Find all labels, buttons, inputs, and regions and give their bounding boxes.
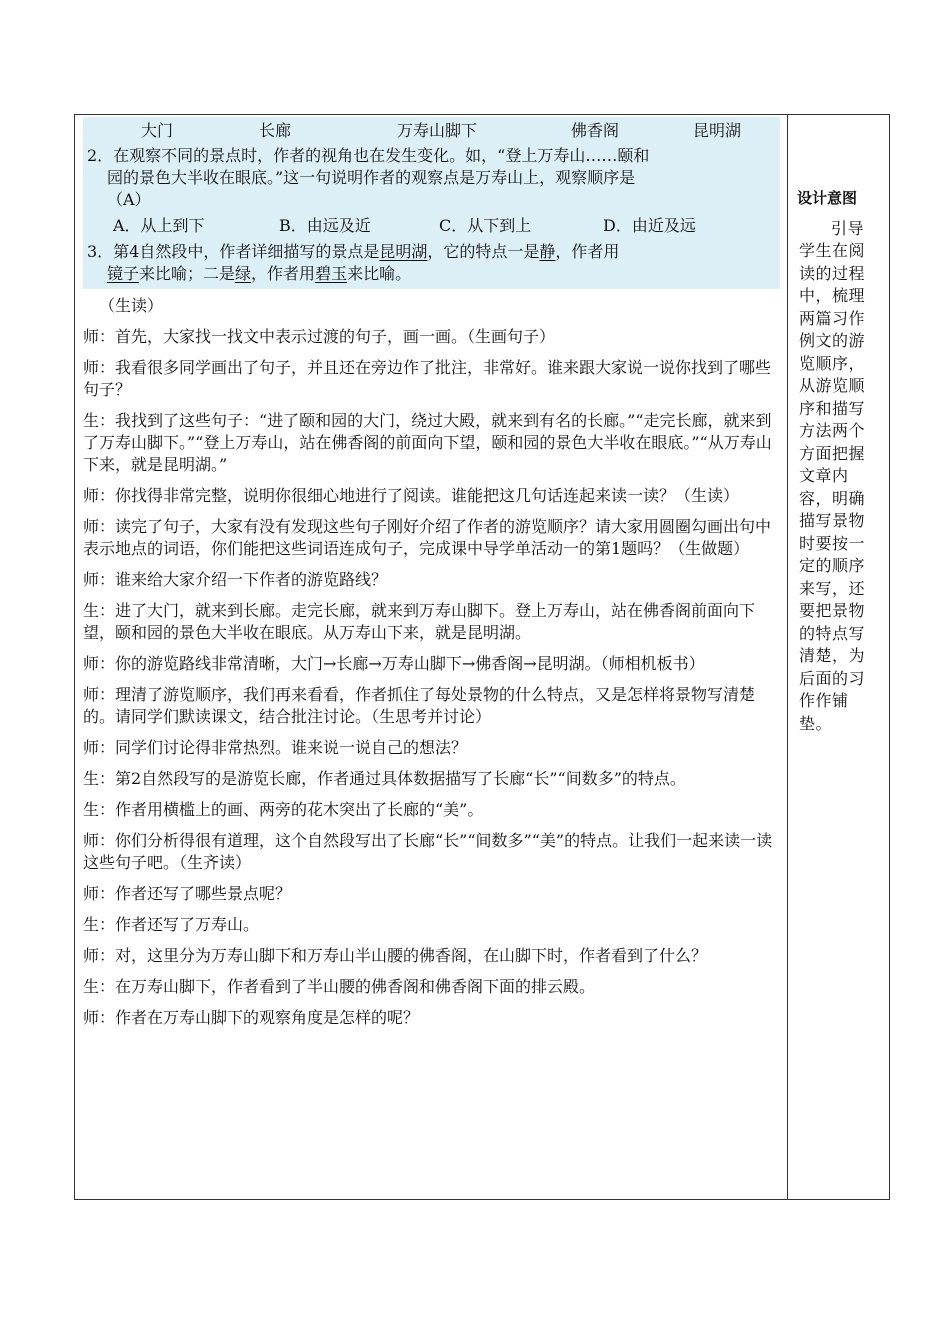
route-row [83, 117, 780, 145]
dialogue-line: 生：进了大门，就来到长廊。走完长廊，就来到万寿山脚下。登上万寿山，站在佛香阁前面向下望，颐和园的景色大半收在眼底。从万寿山下来，就是昆明湖。 [83, 601, 756, 642]
dialogue-line: 生：在万寿山脚下，作者看到了半山腰的佛香阁和佛香阁下面的排云殿。 [83, 977, 596, 996]
dialogue-line: 生：作者用横槛上的画、两旁的花木突出了长廊的“美”。 [83, 800, 484, 819]
q3-line1: 3．第4自然段中，作者详细描写的景点是昆明湖，它的特点一是静，作者用 [87, 242, 620, 261]
answer-blank: 静 [539, 242, 556, 261]
dialogue-line: 生：第2自然段写的是游览长廊，作者通过具体数据描写了长廊“长”“间数多”的特点。 [83, 769, 686, 788]
answer-blank: 昆明湖 [379, 242, 428, 261]
dialogue-line: 生：我找到了这些句子：“进了颐和园的大门，绕过大殿，就来到有名的长廊。”“走完长廊，就来到了万寿山脚下。”“登上万寿山，站在佛香阁的前面向下望，颐和园的景色大半收在眼底。”“从万寿山下来，就是昆明湖。” [83, 411, 772, 474]
dialogue-line: 师：对，这里分为万寿山脚下和万寿山半山腰的佛香阁，在山脚下时，作者看到了什么？ [83, 946, 708, 965]
route-item: 佛香阁 [571, 121, 620, 140]
dialogue-line: 师：理清了游览顺序，我们再来看看，作者抓住了每处景物的什么特点，又是怎样将景物写清楚的。请同学们默读课文，结合批注讨论。（生思考并讨论） [83, 685, 756, 726]
answer-blank: 镜子 [107, 264, 140, 283]
route-item: 万寿山脚下 [397, 121, 478, 140]
answer-blank: 碧玉 [315, 264, 348, 283]
dialogue-line: 师：作者还写了哪些景点呢？ [83, 884, 292, 903]
dialogue-line: 师：读完了句子，大家有没有发现这些句子刚好介绍了作者的游览顺序？请大家用圆圈勾画出句中表示地点的词语，你们能把这些词语连成句子，完成课中导学单活动一的第1题吗？（生做题） [83, 517, 772, 558]
option-a: A．从上到下 [113, 216, 205, 235]
option-b: B．由远及近 [279, 216, 371, 235]
dialogue-line: 师：同学们讨论得非常热烈。谁来说一说自己的想法？ [83, 738, 468, 757]
q2-answer: （A） [107, 190, 151, 209]
dialogue-line: 师：我看很多同学画出了句子，并且还在旁边作了批注，非常好。谁来跟大家说一说你找到了哪些句子？ [83, 358, 772, 399]
dialogue-line: 生：作者还写了万寿山。 [83, 915, 260, 934]
sidebar [791, 187, 885, 735]
dialogue-line: （生读） [99, 296, 164, 315]
sidebar-body: 引导学生在阅读的过程中，梳理两篇习作例文的游览顺序，从游览顺序和描写方法两个方面把握文章内容，明确描写景物时要按一定的顺序来写，还要把景物的特点写清楚，为后面的习作作铺垫。 [799, 218, 866, 733]
answer-blank: 绿 [235, 264, 252, 283]
dialogue [83, 295, 783, 1029]
column-divider [787, 115, 788, 1199]
route-item: 昆明湖 [693, 121, 742, 140]
dialogue-line: 师：作者在万寿山脚下的观察角度是怎样的呢？ [83, 1008, 420, 1027]
q2-line2: 园的景色大半收在眼底。”这一句说明作者的观察点是万寿山上，观察顺序是 [107, 168, 636, 187]
dialogue-line: 师：谁来给大家介绍一下作者的游览路线？ [83, 570, 388, 589]
dialogue-line: 师：你找得非常完整，说明你很细心地进行了阅读。谁能把这几句话连起来读一读？（生读） [83, 486, 740, 505]
route-item: 大门 [141, 121, 174, 140]
option-c: C．从下到上 [439, 216, 532, 235]
q2-line1: 2．在观察不同的景点时，作者的视角也在发生变化。如，“登上万寿山……颐和 [87, 146, 650, 165]
route-item: 长廊 [259, 121, 292, 140]
dialogue-line: 师：首先，大家找一找文中表示过渡的句子，画一画。（生画句子） [83, 327, 556, 346]
dialogue-line: 师：你们分析得很有道理，这个自然段写出了长廊“长”“间数多”“美”的特点。让我们一起来读一读这些句子吧。（生齐读） [83, 831, 773, 872]
dialogue-line: 师：你的游览路线非常清晰，大门→长廊→万寿山脚下→佛香阁→昆明湖。（师相机板书） [83, 654, 705, 673]
option-d: D．由近及远 [603, 216, 696, 235]
q2-options [83, 211, 780, 241]
main-column [83, 115, 783, 1029]
q3-line2: 镜子来比喻；二是绿，作者用碧玉来比喻。 [107, 264, 412, 283]
lesson-table [74, 114, 890, 1200]
sidebar-title: 设计意图 [797, 189, 858, 207]
worksheet-box [83, 117, 780, 289]
